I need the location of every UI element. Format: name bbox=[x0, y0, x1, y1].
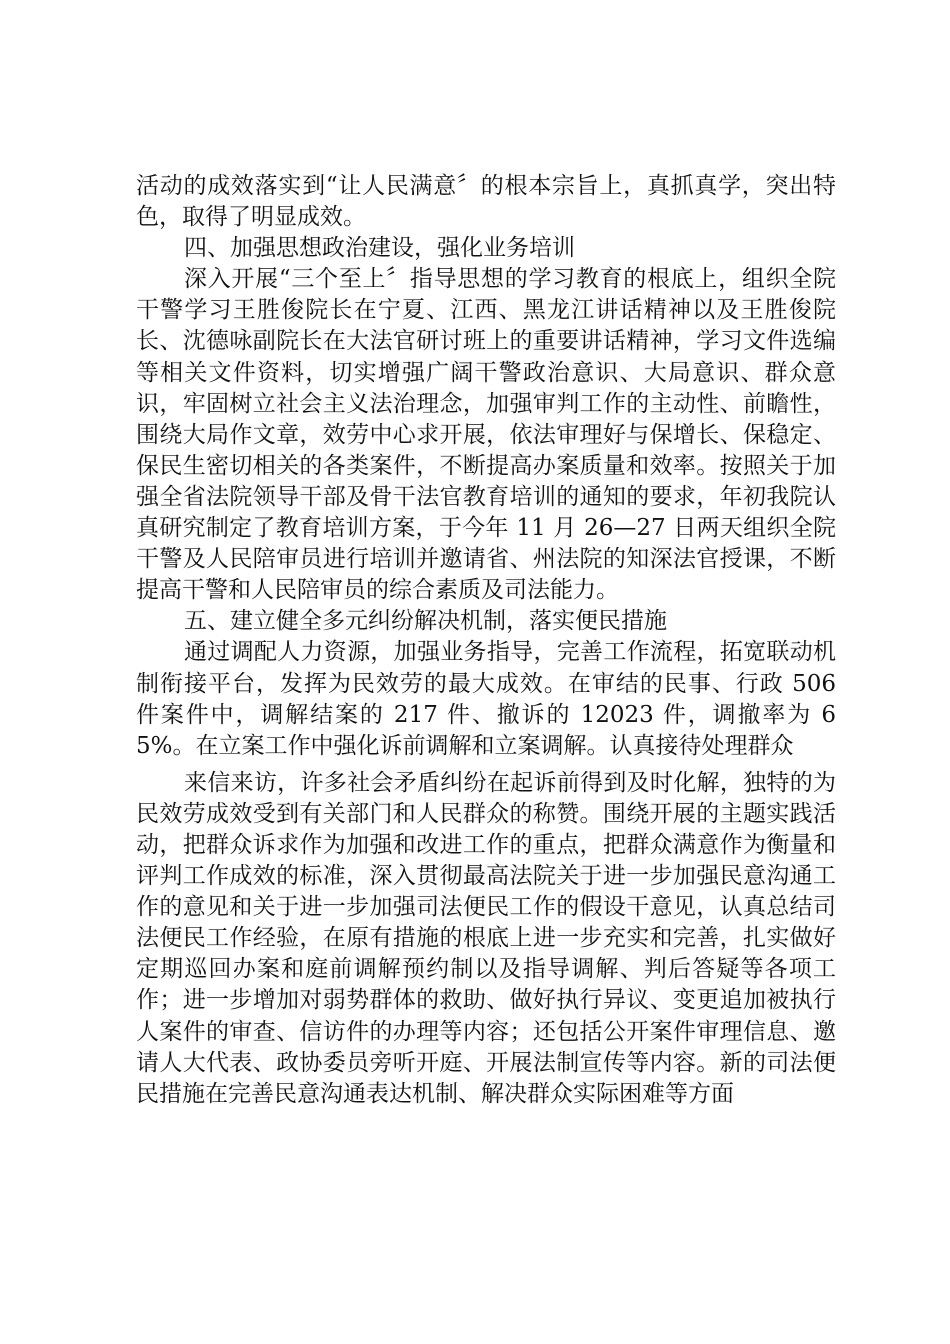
section-heading-four: 四、加强思想政治建设，强化业务培训 bbox=[184, 235, 575, 262]
paragraph-mediation: 通过调配人力资源，加强业务指导，完善工作流程，拓宽联动机制衔接平台，发挥为民效劳的最大成效。在审结的民事、行政 506 件案件中，调解结案的 217 件、撤诉的 12023 件，调撤率为 65%。在立案工作中强化诉前调解和立案调解。认真接待处理群众 bbox=[136, 639, 836, 759]
paragraph-continuation: 活动的成效落实到“让人民满意〞的根本宗旨上，真抓真学，突出特色，取得了明显成效。 bbox=[136, 173, 836, 231]
section-heading-five: 五、建立健全多元纠纷解决机制，落实便民措施 bbox=[184, 608, 667, 635]
paragraph-petitions: 来信来访，许多社会矛盾纠纷在起诉前得到及时化解，独特的为民效劳成效受到有关部门和人民群众的称赞。围绕开展的主题实践活动，把群众诉求作为加强和改进工作的重点，把群众满意作为衡量和评判工作成效的标准，深入贯彻最高法院关于进一步加强民意沟通工作的意见和关于进一步加强司法便民工作的假设干意见，认真总结司法便民工作经验，在原有措施的根底上进一步充实和完善，扎实做好定期巡回办案和庭前调解预约制以及指导调解、判后答疑等各项工作；进一步增加对弱势群体的救助、做好执行异议、变更追加被执行人案件的审查、信访件的办理等内容；还包括公开案件审理信息、邀请人大代表、政协委员旁听开庭、开展法制宣传等内容。新的司法便民措施在完善民意沟通表达机制、解决群众实际困难等方面 bbox=[136, 769, 836, 1107]
document-page bbox=[136, 171, 836, 1110]
paragraph-training: 深入开展“三个至上〞指导思想的学习教育的根底上，组织全院干警学习王胜俊院长在宁夏、江西、黑龙江讲话精神以及王胜俊院长、沈德咏副院长在大法官研讨班上的重要讲话精神，学习文件选编等相关文件资料，切实增强广阔干警政治意识、大局意识、群众意识，牢固树立社会主义法治理念，加强审判工作的主动性、前瞻性，围绕大局作文章，效劳中心求开展，依法审理好与保增长、保稳定、保民生密切相关的各类案件，不断提高办案质量和效率。按照关于加强全省法院领导干部及骨干法官教育培训的通知的要求，年初我院认真研究制定了教育培训方案，于今年 11 月 26—27 日两天组织全院干警及人民陪审员进行培训并邀请省、州法院的知深法官授课，不断提高干警和人民陪审员的综合素质及司法能力。 bbox=[136, 266, 836, 604]
